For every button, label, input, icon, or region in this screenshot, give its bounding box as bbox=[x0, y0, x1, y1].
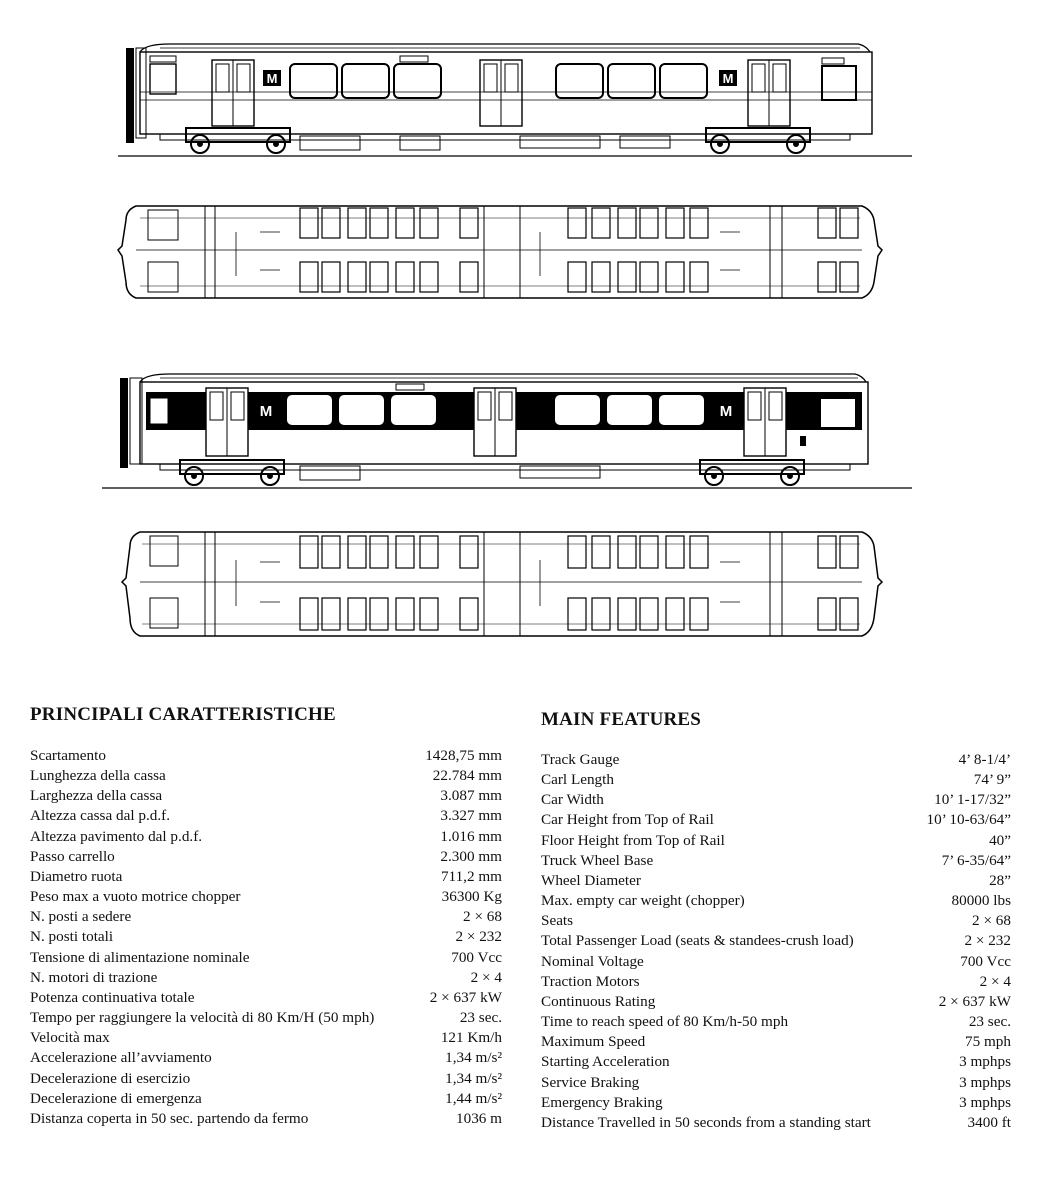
spec-row bbox=[30, 786, 502, 806]
spec-row bbox=[30, 968, 502, 988]
spec-row bbox=[30, 907, 502, 927]
spec-value: 3400 ft bbox=[967, 1113, 1011, 1131]
spec-row bbox=[541, 871, 1011, 891]
spec-label: Floor Height from Top of Rail bbox=[541, 831, 725, 849]
spec-row bbox=[30, 1028, 502, 1048]
spec-label: Wheel Diameter bbox=[541, 871, 641, 889]
car-logo: M bbox=[719, 403, 733, 420]
spec-row bbox=[30, 1048, 502, 1068]
spec-value: 2 × 637 kW bbox=[938, 992, 1011, 1010]
spec-value: 75 mph bbox=[965, 1033, 1011, 1051]
spec-label: Altezza pavimento dal p.d.f. bbox=[30, 827, 203, 845]
spec-value: 23 sec. bbox=[968, 1013, 1011, 1031]
spec-label: Traction Motors bbox=[541, 972, 640, 990]
english-specs-section bbox=[541, 709, 1011, 1133]
spec-row bbox=[541, 891, 1011, 911]
spec-value: 40” bbox=[989, 831, 1011, 849]
spec-value: 10’ 1-17/32” bbox=[934, 791, 1011, 809]
spec-label: Velocità max bbox=[30, 1029, 110, 1047]
spec-value: 3 mphps bbox=[959, 1053, 1011, 1071]
spec-row bbox=[541, 851, 1011, 871]
spec-label: Carl Length bbox=[541, 771, 614, 789]
italian-specs-section bbox=[30, 704, 502, 1129]
spec-row bbox=[30, 847, 502, 867]
spec-row bbox=[541, 810, 1011, 830]
spec-label: Peso max a vuoto motrice chopper bbox=[30, 888, 241, 906]
spec-label: Continuous Rating bbox=[541, 992, 656, 1010]
spec-label: Max. empty car weight (chopper) bbox=[541, 892, 745, 910]
spec-row bbox=[541, 952, 1011, 972]
plan-view-upper bbox=[118, 206, 882, 298]
spec-label: Potenza continuativa totale bbox=[30, 988, 195, 1006]
spec-row bbox=[30, 867, 502, 887]
spec-row bbox=[30, 948, 502, 968]
spec-row bbox=[541, 972, 1011, 992]
spec-row bbox=[30, 1089, 502, 1109]
spec-value: 10’ 10-63/64” bbox=[926, 811, 1011, 829]
spec-row bbox=[30, 766, 502, 786]
spec-row bbox=[30, 887, 502, 907]
spec-row bbox=[30, 1008, 502, 1028]
spec-label: Distanza coperta in 50 sec. partendo da fermo bbox=[30, 1109, 309, 1127]
english-specs-title: MAIN FEATURES bbox=[541, 709, 702, 730]
spec-label: Car Height from Top of Rail bbox=[541, 811, 714, 829]
english-specs-table bbox=[541, 750, 1011, 1133]
spec-row bbox=[541, 790, 1011, 810]
side-view-dark-band-livery bbox=[102, 374, 912, 488]
spec-label: Tensione di alimentazione nominale bbox=[30, 948, 250, 966]
spec-value: 7’ 6-35/64” bbox=[941, 851, 1011, 869]
spec-label: Lunghezza della cassa bbox=[30, 767, 166, 785]
spec-label: Truck Wheel Base bbox=[541, 851, 654, 869]
spec-row bbox=[541, 1093, 1011, 1113]
spec-row bbox=[30, 806, 502, 826]
spec-value: 23 sec. bbox=[459, 1009, 502, 1027]
spec-label: N. posti a sedere bbox=[30, 908, 132, 926]
spec-label: Nominal Voltage bbox=[541, 952, 644, 970]
spec-label: Altezza cassa dal p.d.f. bbox=[30, 807, 170, 825]
spec-label: Car Width bbox=[541, 791, 604, 809]
spec-label: Emergency Braking bbox=[541, 1093, 663, 1111]
spec-row bbox=[541, 1032, 1011, 1052]
spec-label: Diametro ruota bbox=[30, 867, 123, 885]
spec-label: Track Gauge bbox=[541, 751, 620, 768]
spec-value: 3.327 mm bbox=[440, 807, 502, 825]
spec-value: 1428,75 mm bbox=[425, 747, 502, 764]
spec-row bbox=[30, 746, 502, 766]
spec-row bbox=[30, 927, 502, 947]
spec-value: 1,44 m/s² bbox=[445, 1089, 502, 1107]
spec-value: 3 mphps bbox=[959, 1073, 1011, 1091]
italian-specs-title: PRINCIPALI CARATTERISTICHE bbox=[30, 704, 336, 725]
spec-value: 121 Km/h bbox=[440, 1029, 502, 1047]
side-view-light-livery bbox=[118, 44, 912, 156]
spec-row bbox=[541, 1113, 1011, 1133]
spec-label: Passo carrello bbox=[30, 847, 115, 865]
spec-label: Total Passenger Load (seats & standees-crush load) bbox=[541, 932, 854, 950]
spec-row bbox=[541, 770, 1011, 790]
spec-value: 2 × 232 bbox=[455, 928, 502, 946]
spec-value: 2 × 68 bbox=[463, 908, 502, 926]
spec-row bbox=[30, 988, 502, 1008]
spec-value: 80000 lbs bbox=[951, 892, 1011, 910]
spec-row bbox=[541, 992, 1011, 1012]
spec-row bbox=[541, 750, 1011, 770]
spec-value: 700 Vcc bbox=[960, 952, 1011, 970]
spec-label: Service Braking bbox=[541, 1073, 640, 1091]
spec-row bbox=[541, 1052, 1011, 1072]
spec-value: 2 × 68 bbox=[972, 912, 1011, 930]
spec-label: Decelerazione di emergenza bbox=[30, 1089, 202, 1107]
spec-row bbox=[30, 1109, 502, 1129]
spec-label: Time to reach speed of 80 Km/h-50 mph bbox=[541, 1013, 789, 1031]
spec-value: 3.087 mm bbox=[440, 787, 502, 805]
italian-specs-table bbox=[30, 746, 502, 1129]
car-logo: M bbox=[722, 71, 734, 86]
spec-value: 22.784 mm bbox=[432, 767, 502, 785]
spec-row bbox=[541, 1012, 1011, 1032]
spec-value: 4’ 8-1/4’ bbox=[958, 751, 1011, 768]
spec-label: Seats bbox=[541, 912, 574, 930]
spec-value: 1,34 m/s² bbox=[445, 1049, 502, 1067]
spec-label: Starting Acceleration bbox=[541, 1053, 670, 1071]
spec-label: Larghezza della cassa bbox=[30, 787, 163, 805]
spec-label: Maximum Speed bbox=[541, 1033, 646, 1051]
spec-value: 74’ 9” bbox=[973, 771, 1011, 789]
car-logo: M bbox=[266, 71, 278, 86]
spec-value: 2 × 232 bbox=[964, 932, 1011, 950]
spec-value: 36300 Kg bbox=[441, 888, 502, 906]
spec-value: 711,2 mm bbox=[440, 867, 502, 885]
spec-row bbox=[541, 1073, 1011, 1093]
spec-row bbox=[30, 827, 502, 847]
spec-value: 2.300 mm bbox=[440, 847, 502, 865]
spec-label: N. motori di trazione bbox=[30, 968, 158, 986]
spec-value: 2 × 4 bbox=[979, 972, 1011, 990]
spec-value: 700 Vcc bbox=[451, 948, 502, 966]
spec-value: 1,34 m/s² bbox=[445, 1069, 502, 1087]
spec-label: N. posti totali bbox=[30, 928, 114, 946]
spec-label: Decelerazione di esercizio bbox=[30, 1069, 191, 1087]
spec-row bbox=[541, 931, 1011, 951]
spec-value: 3 mphps bbox=[959, 1093, 1011, 1111]
plan-view-lower bbox=[122, 532, 882, 636]
spec-value: 2 × 637 kW bbox=[429, 988, 502, 1006]
spec-value: 1.016 mm bbox=[440, 827, 502, 845]
spec-label: Distance Travelled in 50 seconds from a standing start bbox=[541, 1113, 871, 1131]
spec-row bbox=[541, 831, 1011, 851]
spec-row bbox=[30, 1069, 502, 1089]
spec-value: 1036 m bbox=[456, 1109, 502, 1127]
spec-row bbox=[541, 911, 1011, 931]
spec-value: 2 × 4 bbox=[470, 968, 502, 986]
spec-label: Scartamento bbox=[30, 747, 106, 764]
spec-value: 28” bbox=[989, 871, 1011, 889]
car-logo: M bbox=[259, 403, 273, 420]
spec-label: Accelerazione all’avviamento bbox=[30, 1049, 212, 1067]
spec-label: Tempo per raggiungere la velocità di 80 Km/H (50 mph) bbox=[30, 1009, 375, 1027]
